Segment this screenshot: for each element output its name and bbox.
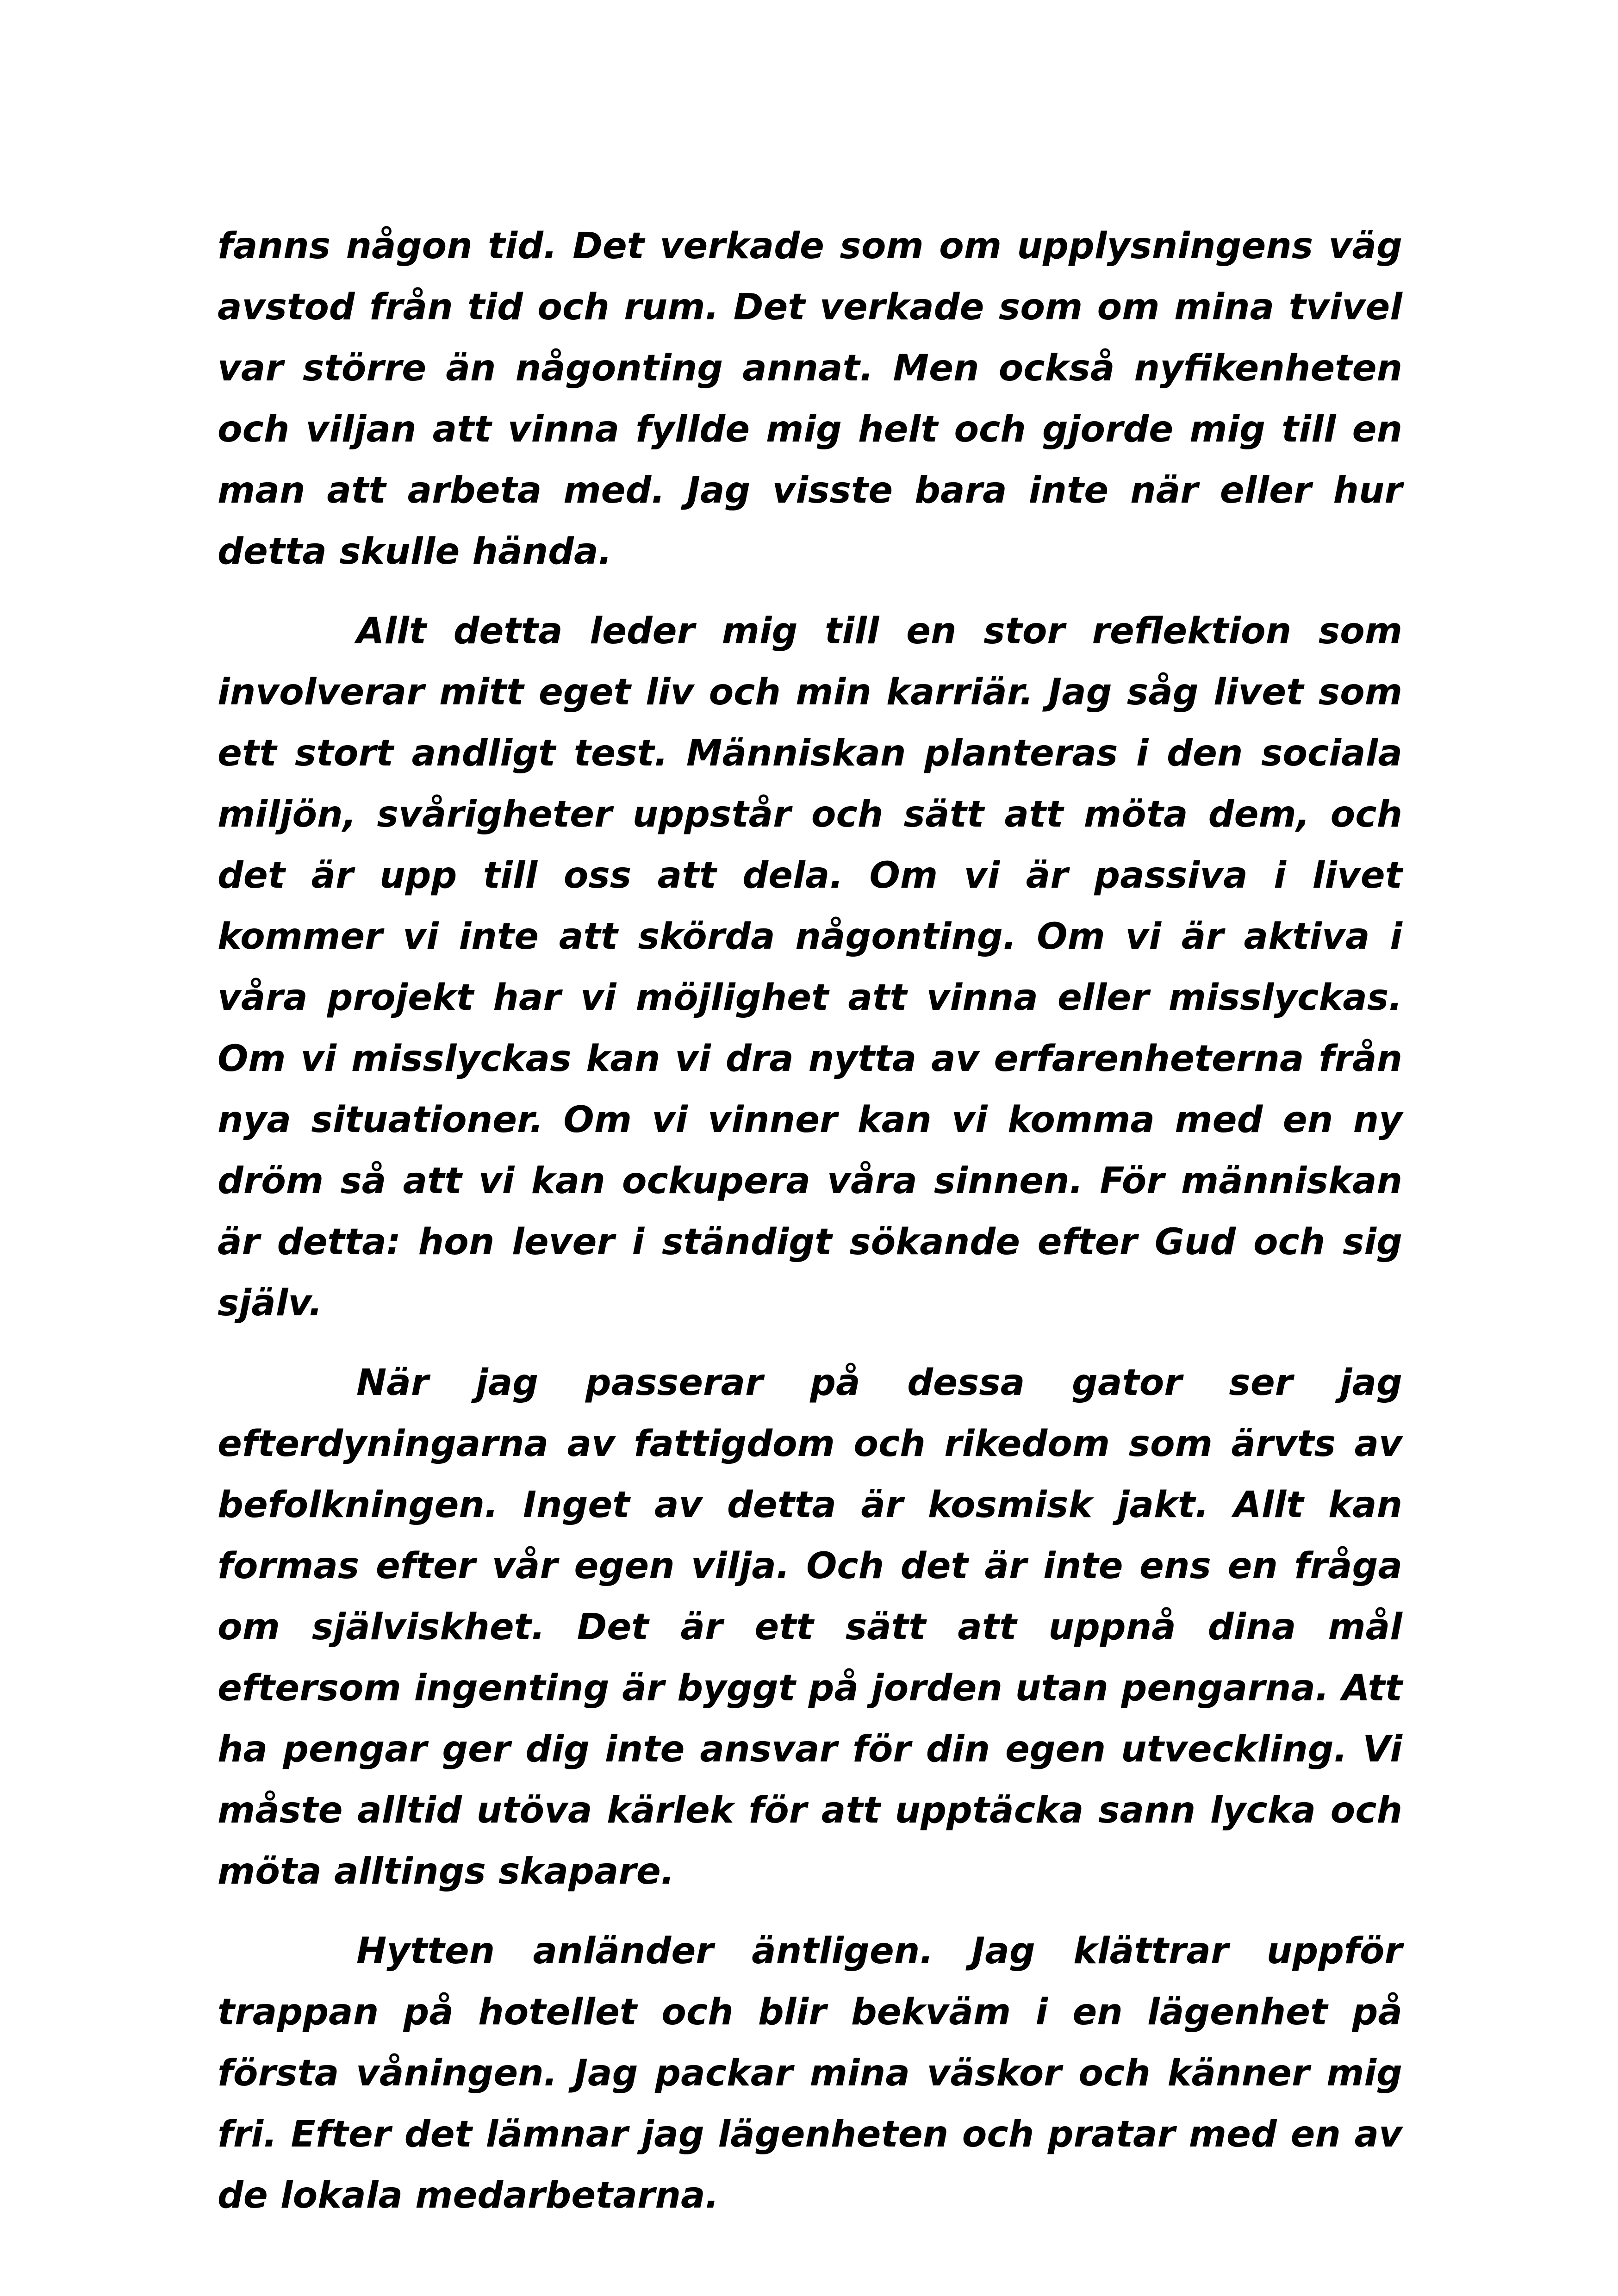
paragraph-3: När jag passerar på dessa gator ser jag efterdyningarna av fattigdom och rikedom som ärvts av befolkningen. Inget av detta är kosmisk jakt. Allt kan formas efter vår egen vilja. Och det är inte ens en fråga om själviskhet. Det är ett sätt att uppnå dina mål eftersom ingenting är byggt på jorden utan pengarna. Att ha pengar ger dig inte ansvar för din egen utveckling. Vi måste alltid utöva kärlek för att upptäcka sann lycka och möta alltings skapare.: [218, 1362, 1402, 1892]
paragraph-2: Allt detta leder mig till en stor reflektion som involverar mitt eget liv och min karriär. Jag såg livet som ett stort andligt test. Människan planteras i den sociala miljön, svårigheter uppstår och sätt att möta dem, och det är upp till oss att dela. Om vi är passiva i livet kommer vi inte att skörda någonting. Om vi är aktiva i våra projekt har vi möjlighet att vinna eller misslyckas. Om vi misslyckas kan vi dra nytta av erfarenheterna från nya situationer. Om vi vinner kan vi komma med en ny dröm så att vi kan ockupera våra sinnen. För människan är detta: hon lever i ständigt sökande efter Gud och sig själv.: [218, 610, 1402, 1324]
paragraph-4: Hytten anländer äntligen. Jag klättrar uppför trappan på hotellet och blir bekväm i en lägenhet på första våningen. Jag packar mina väskor och känner mig fri. Efter det lämnar jag lägenheten och pratar med en av de lokala medarbetarna.: [218, 1930, 1402, 2216]
paragraph-1: fanns någon tid. Det verkade som om upplysningens väg avstod från tid och rum. Det verkade som om mina tvivel var större än någonting annat. Men också nyfikenheten och viljan att vinna fyllde mig helt och gjorde mig till en man att arbeta med. Jag visste bara inte när eller hur detta skulle hända.: [218, 225, 1402, 572]
body-text: [218, 216, 1402, 2245]
